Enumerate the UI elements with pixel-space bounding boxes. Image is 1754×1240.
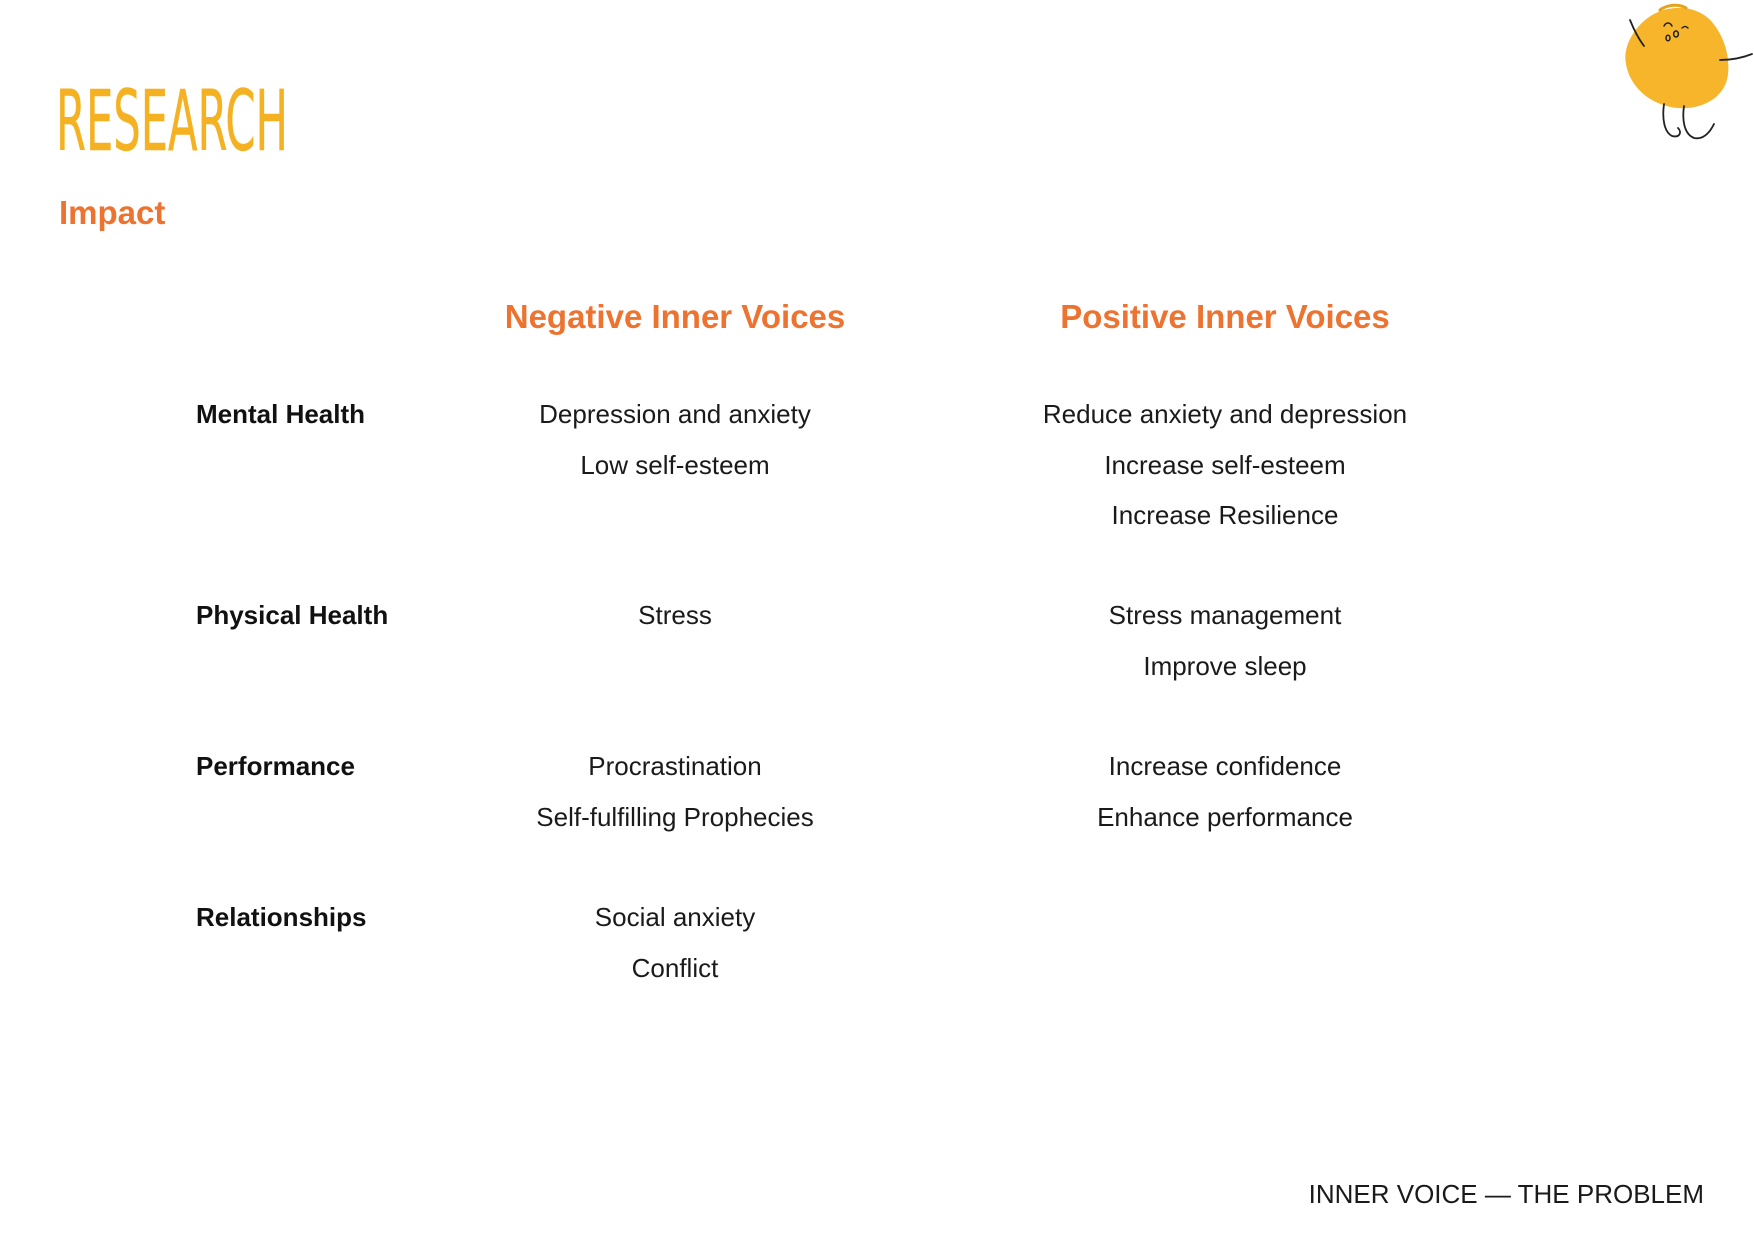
list-item: Increase self-esteem bbox=[1104, 449, 1346, 480]
list-item: Enhance performance bbox=[1097, 801, 1353, 832]
list-item: Stress bbox=[638, 600, 712, 630]
research-title-text: RESEARCH bbox=[56, 72, 288, 170]
relationships-negative bbox=[460, 892, 890, 993]
positive-column-header: Positive Inner Voices bbox=[1060, 298, 1390, 335]
performance-negative bbox=[460, 741, 890, 842]
row-label-performance: Performance bbox=[196, 751, 355, 781]
list-item: Conflict bbox=[631, 952, 719, 983]
negative-column-header: Negative Inner Voices bbox=[504, 298, 846, 335]
row-label-relationships: Relationships bbox=[196, 902, 367, 932]
list-item: Stress management bbox=[1108, 600, 1342, 630]
list-item: Improve sleep bbox=[1143, 650, 1307, 681]
research-title bbox=[56, 72, 296, 170]
row-label-mental-health: Mental Health bbox=[196, 399, 366, 429]
list-item: Increase confidence bbox=[1108, 751, 1342, 781]
performance-positive bbox=[1000, 741, 1450, 842]
row-label-physical-health: Physical Health bbox=[196, 600, 389, 630]
list-item: Reduce anxiety and depression bbox=[1042, 399, 1408, 429]
section-title: Impact bbox=[59, 194, 166, 231]
list-item: Social anxiety bbox=[594, 902, 756, 932]
mental-health-positive bbox=[1000, 389, 1450, 541]
list-item: Increase Resilience bbox=[1111, 500, 1339, 530]
mental-health-negative bbox=[460, 389, 890, 490]
mascot-icon bbox=[1620, 0, 1754, 150]
list-item: Depression and anxiety bbox=[539, 399, 811, 429]
physical-health-negative bbox=[460, 590, 890, 641]
footer-text: INNER VOICE — THE PROBLEM bbox=[1308, 1179, 1704, 1209]
list-item: Low self-esteem bbox=[580, 449, 770, 480]
physical-health-positive bbox=[1000, 590, 1450, 691]
list-item: Self-fulfilling Prophecies bbox=[536, 801, 814, 832]
list-item: Procrastination bbox=[588, 751, 762, 781]
